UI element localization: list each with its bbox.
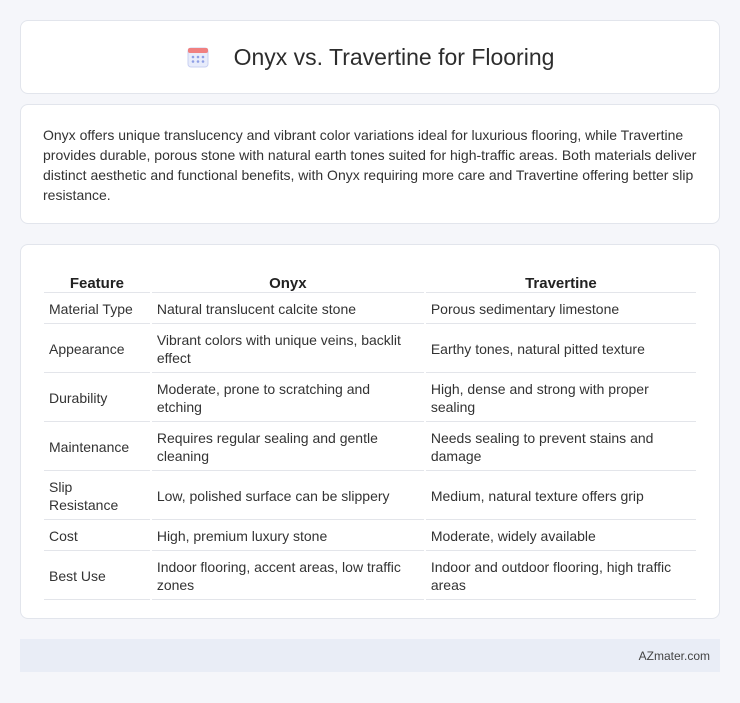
column-header-travertine: Travertine: [426, 267, 696, 293]
intro-card: [20, 104, 720, 224]
table-row: [44, 522, 696, 551]
table-header-row: [44, 267, 696, 293]
calendar-icon: [186, 45, 210, 69]
travertine-cell: Indoor and outdoor flooring, high traffic areas: [426, 553, 696, 600]
travertine-cell: High, dense and strong with proper sealing: [426, 375, 696, 422]
travertine-cell: Medium, natural texture offers grip: [426, 473, 696, 520]
feature-cell: Cost: [44, 522, 150, 551]
footer-brand: AZmater.com: [638, 648, 710, 663]
table-row: [44, 326, 696, 373]
comparison-table-card: [20, 244, 720, 619]
table-row: [44, 424, 696, 471]
travertine-cell: Porous sedimentary limestone: [426, 295, 696, 324]
onyx-cell: Vibrant colors with unique veins, backlit effect: [152, 326, 424, 373]
travertine-cell: Moderate, widely available: [426, 522, 696, 551]
footer-bar: [20, 639, 720, 672]
table-row: [44, 473, 696, 520]
feature-cell: Slip Resistance: [44, 473, 150, 520]
onyx-cell: Requires regular sealing and gentle cleaning: [152, 424, 424, 471]
table-row: [44, 553, 696, 600]
comparison-table: [42, 265, 698, 602]
title-card: [20, 20, 720, 94]
onyx-cell: Low, polished surface can be slippery: [152, 473, 424, 520]
feature-cell: Maintenance: [44, 424, 150, 471]
onyx-cell: Indoor flooring, accent areas, low traffic zones: [152, 553, 424, 600]
page-title: Onyx vs. Travertine for Flooring: [233, 43, 555, 70]
table-row: [44, 375, 696, 422]
onyx-cell: Natural translucent calcite stone: [152, 295, 424, 324]
feature-cell: Appearance: [44, 326, 150, 373]
feature-cell: Durability: [44, 375, 150, 422]
travertine-cell: Needs sealing to prevent stains and damage: [426, 424, 696, 471]
feature-cell: Best Use: [44, 553, 150, 600]
intro-text: Onyx offers unique translucency and vibrant color variations ideal for luxurious flooring, while Travertine provides durable, porous stone with natural earth tones suited for high-traffic areas. Both materials deliver distinct aesthetic and functional benefits, with Onyx requiring more care and Travertine offering better slip resistance.: [43, 127, 697, 203]
table-row: [44, 295, 696, 324]
onyx-cell: Moderate, prone to scratching and etching: [152, 375, 424, 422]
column-header-onyx: Onyx: [152, 267, 424, 293]
feature-cell: Material Type: [44, 295, 150, 324]
onyx-cell: High, premium luxury stone: [152, 522, 424, 551]
travertine-cell: Earthy tones, natural pitted texture: [426, 326, 696, 373]
column-header-feature: Feature: [44, 267, 150, 293]
